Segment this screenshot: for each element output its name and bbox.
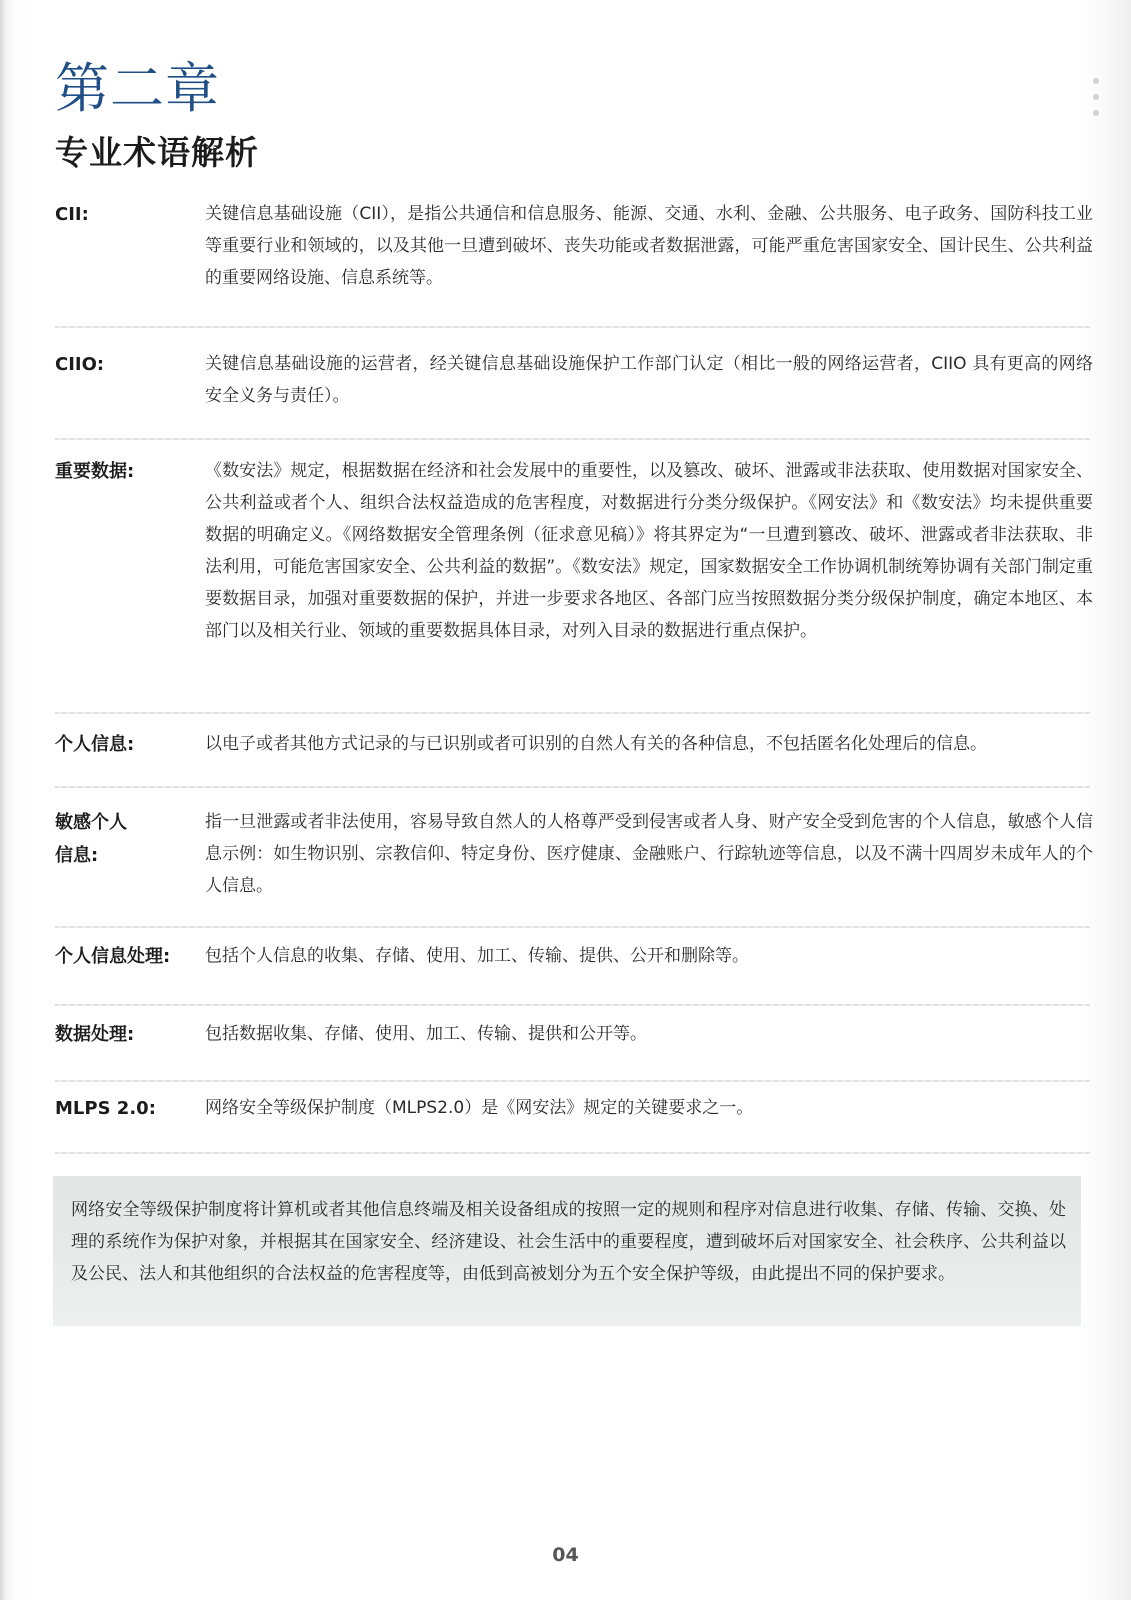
term-definition: 网络安全等级保护制度（MLPS2.0）是《网安法》规定的关键要求之一。	[205, 1098, 754, 1118]
term-label: CII:	[55, 204, 89, 225]
term-definition: 包括数据收集、存储、使用、加工、传输、提供和公开等。	[205, 1024, 647, 1044]
term-label: 数据处理:	[55, 1024, 135, 1045]
note-box	[53, 1176, 1081, 1326]
dot	[1093, 78, 1099, 84]
term-definition: 关键信息基础设施的运营者，经关键信息基础设施保护工作部门认定（相比一般的网络运营者，CIIO 具有更高的网络安全义务与责任）。	[205, 354, 1093, 406]
divider	[55, 926, 1090, 928]
term-definition: 指一旦泄露或者非法使用，容易导致自然人的人格尊严受到侵害或者人身、财产安全受到危害的个人信息，敏感个人信息示例：如生物识别、宗教信仰、特定身份、医疗健康、金融账户、行踪轨迹等信息，以及不满十四周岁未成年人的个人信息。	[205, 812, 1093, 896]
term-label: MLPS 2.0:	[55, 1098, 156, 1119]
term-label-line: 敏感个人	[55, 812, 127, 833]
term-label: CIIO:	[55, 354, 105, 375]
chapter-heading: 第二章	[55, 57, 220, 120]
term-label-line: 信息:	[55, 845, 99, 866]
divider	[55, 712, 1090, 714]
divider	[55, 1080, 1090, 1082]
dot	[1093, 110, 1099, 116]
decorative-dots	[1093, 78, 1101, 126]
term-definition: 包括个人信息的收集、存储、使用、加工、传输、提供、公开和删除等。	[205, 946, 749, 966]
divider	[55, 438, 1090, 440]
term-label: 个人信息:	[55, 734, 135, 755]
divider	[55, 786, 1090, 788]
term-definition: 《数安法》规定，根据数据在经济和社会发展中的重要性，以及篡改、破坏、泄露或非法获取、使用数据对国家安全、公共利益或者个人、组织合法权益造成的危害程度，对数据进行分类分级保护。《网安法》和《数安法》均未提供重要数据的明确定义。《网络数据安全管理条例（征求意见稿）》将其界定为“一旦遭到篡改、破坏、泄露或者非法获取、非法利用，可能危害国家安全、公共利益的数据”。《数安法》规定，国家数据安全工作协调机制统筹协调有关部门制定重要数据目录，加强对重要数据的保护，并进一步要求各地区、各部门应当按照数据分类分级保护制度，确定本地区、本部门以及相关行业、领域的重要数据具体目录，对列入目录的数据进行重点保护。	[205, 461, 1093, 641]
term-label	[55, 806, 195, 872]
section-title: 专业术语解析	[55, 133, 259, 172]
divider	[55, 1004, 1090, 1006]
dot	[1093, 94, 1099, 100]
term-definition: 关键信息基础设施（CII），是指公共通信和信息服务、能源、交通、水利、金融、公共服务、电子政务、国防科技工业等重要行业和领域的，以及其他一旦遭到破坏、丧失功能或者数据泄露，可能严重危害国家安全、国计民生、公共利益的重要网络设施、信息系统等。	[205, 204, 1093, 288]
divider	[55, 326, 1090, 328]
page-number: 04	[552, 1544, 579, 1566]
term-label: 重要数据:	[55, 461, 135, 482]
term-definition: 以电子或者其他方式记录的与已识别或者可识别的自然人有关的各种信息，不包括匿名化处理后的信息。	[205, 734, 987, 754]
note-text: 网络安全等级保护制度将计算机或者其他信息终端及相关设备组成的按照一定的规则和程序对信息进行收集、存储、传输、交换、处理的系统作为保护对象，并根据其在国家安全、经济建设、社会生活中的重要程度，遭到破坏后对国家安全、社会秩序、公共利益以及公民、法人和其他组织的合法权益的危害程度等，由低到高被划分为五个安全保护等级，由此提出不同的保护要求。	[71, 1200, 1066, 1284]
term-label: 个人信息处理:	[55, 946, 171, 967]
divider	[55, 1152, 1090, 1154]
